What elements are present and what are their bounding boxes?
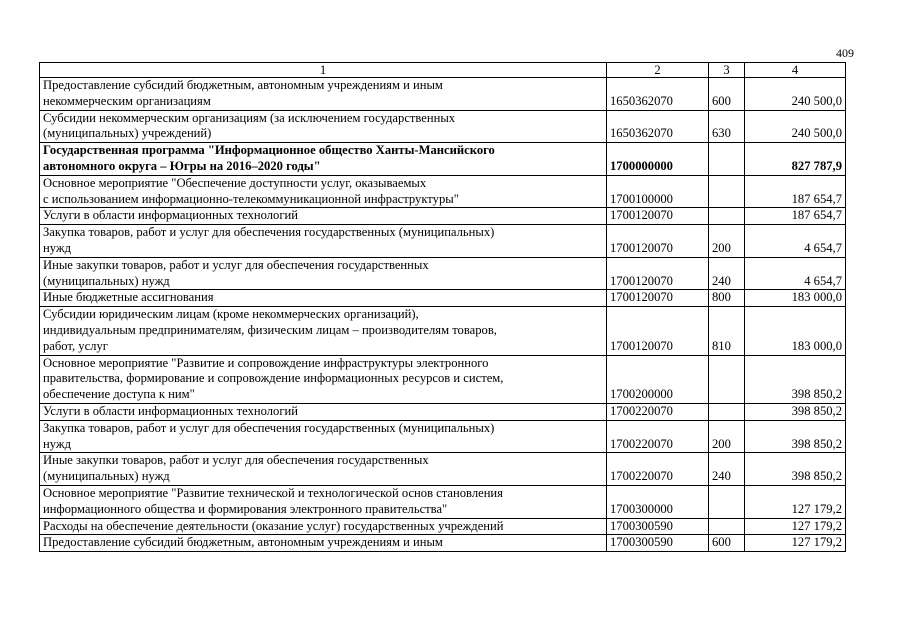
row-code-cell: 1700120070 xyxy=(607,307,709,355)
row-name-line: (муниципальных) учреждений) xyxy=(43,126,212,141)
column-header-2: 2 xyxy=(607,63,709,78)
row-name-line: (муниципальных) нужд xyxy=(43,273,170,288)
page-number: 409 xyxy=(836,46,854,60)
column-header-3: 3 xyxy=(709,63,745,78)
row-type-cell: 240 xyxy=(709,453,745,486)
row-name-line: Закупка товаров, работ и услуг для обеспечения государственных (муниципальных) xyxy=(43,420,495,435)
row-code-cell: 1700000000 xyxy=(607,143,709,176)
table-row xyxy=(40,225,846,258)
row-name-line: Государственная программа "Информационное общество Ханты-Мансийского xyxy=(43,143,495,158)
row-code-cell: 1700300590 xyxy=(607,518,709,535)
row-code-cell: 1700120070 xyxy=(607,257,709,290)
table-row xyxy=(40,518,846,535)
row-name-line: Основное мероприятие "Развитие и сопровождение инфраструктуры электронного xyxy=(43,355,489,370)
table-row xyxy=(40,420,846,453)
row-name-line: Субсидии некоммерческим организациям (за исключением государственных xyxy=(43,110,456,125)
row-name-cell xyxy=(40,453,607,486)
column-header-4: 4 xyxy=(745,63,846,78)
row-type-cell: 200 xyxy=(709,420,745,453)
row-type-cell: 630 xyxy=(709,110,745,143)
row-name-line: Основное мероприятие "Развитие технической и технологической основ становления xyxy=(43,485,503,500)
row-sum-cell: 827 787,9 xyxy=(745,143,846,176)
row-type-cell xyxy=(709,143,745,176)
row-name-line: Иные бюджетные ассигнования xyxy=(43,290,214,305)
table-row xyxy=(40,257,846,290)
row-sum-cell: 183 000,0 xyxy=(745,307,846,355)
column-header-1: 1 xyxy=(40,63,607,78)
row-name-line: Субсидии юридическим лицам (кроме некоммерческих организаций), xyxy=(43,307,419,322)
table-row xyxy=(40,175,846,208)
row-sum-cell: 4 654,7 xyxy=(745,257,846,290)
row-type-cell: 800 xyxy=(709,290,745,307)
row-type-cell xyxy=(709,175,745,208)
table-row xyxy=(40,143,846,176)
budget-table xyxy=(39,62,846,552)
row-name-cell xyxy=(40,208,607,225)
row-name-cell xyxy=(40,403,607,420)
row-name-line: Предоставление субсидий бюджетным, автономным учреждениям и иным xyxy=(43,78,443,92)
row-name-cell xyxy=(40,110,607,143)
table-row xyxy=(40,208,846,225)
row-name-cell xyxy=(40,535,607,552)
row-sum-cell: 4 654,7 xyxy=(745,225,846,258)
row-name-cell xyxy=(40,143,607,176)
table-row xyxy=(40,78,846,111)
row-type-cell xyxy=(709,485,745,518)
table-row xyxy=(40,535,846,552)
row-name-line: нужд xyxy=(43,436,71,451)
table-row xyxy=(40,307,846,355)
table-row xyxy=(40,453,846,486)
row-sum-cell: 127 179,2 xyxy=(745,485,846,518)
row-name-cell xyxy=(40,485,607,518)
table-row xyxy=(40,355,846,403)
row-name-cell xyxy=(40,355,607,403)
row-name-cell xyxy=(40,518,607,535)
row-sum-cell: 187 654,7 xyxy=(745,175,846,208)
row-type-cell xyxy=(709,518,745,535)
row-name-line: Услуги в области информационных технологий xyxy=(43,403,298,418)
row-name-line: Предоставление субсидий бюджетным, автономным учреждениям и иным xyxy=(43,535,443,550)
table-row xyxy=(40,290,846,307)
row-name-cell xyxy=(40,257,607,290)
row-code-cell: 1700220070 xyxy=(607,453,709,486)
row-type-cell xyxy=(709,403,745,420)
row-name-line: Расходы на обеспечение деятельности (оказание услуг) государственных учреждений xyxy=(43,518,504,533)
table-row xyxy=(40,403,846,420)
row-name-cell xyxy=(40,225,607,258)
row-name-cell xyxy=(40,307,607,355)
row-code-cell: 1650362070 xyxy=(607,78,709,111)
row-code-cell: 1700300590 xyxy=(607,535,709,552)
table-row xyxy=(40,110,846,143)
row-name-line: Закупка товаров, работ и услуг для обеспечения государственных (муниципальных) xyxy=(43,225,495,240)
row-type-cell: 600 xyxy=(709,535,745,552)
row-code-cell: 1700200000 xyxy=(607,355,709,403)
row-name-line: нужд xyxy=(43,240,71,255)
row-sum-cell: 187 654,7 xyxy=(745,208,846,225)
row-name-cell xyxy=(40,290,607,307)
row-name-line: (муниципальных) нужд xyxy=(43,469,170,484)
row-type-cell: 600 xyxy=(709,78,745,111)
row-name-line: автономного округа – Югры на 2016–2020 годы" xyxy=(43,158,321,173)
row-name-line: Услуги в области информационных технологий xyxy=(43,208,298,223)
row-name-cell xyxy=(40,175,607,208)
row-name-line: Иные закупки товаров, работ и услуг для обеспечения государственных xyxy=(43,257,429,272)
row-type-cell xyxy=(709,355,745,403)
table-row xyxy=(40,485,846,518)
row-sum-cell: 240 500,0 xyxy=(745,78,846,111)
row-name-line: индивидуальным предпринимателям, физическим лицам – производителям товаров, xyxy=(43,322,497,337)
row-sum-cell: 398 850,2 xyxy=(745,420,846,453)
row-sum-cell: 398 850,2 xyxy=(745,453,846,486)
row-sum-cell: 127 179,2 xyxy=(745,518,846,535)
row-type-cell xyxy=(709,208,745,225)
row-name-line: правительства, формирование и сопровождение информационных ресурсов и систем, xyxy=(43,371,504,386)
row-code-cell: 1700120070 xyxy=(607,290,709,307)
row-type-cell: 240 xyxy=(709,257,745,290)
row-code-cell: 1650362070 xyxy=(607,110,709,143)
row-name-cell xyxy=(40,420,607,453)
row-name-line: с использованием информационно-телекоммуникационной инфраструктуры" xyxy=(43,191,459,206)
row-code-cell: 1700100000 xyxy=(607,175,709,208)
row-code-cell: 1700300000 xyxy=(607,485,709,518)
row-code-cell: 1700120070 xyxy=(607,225,709,258)
row-sum-cell: 183 000,0 xyxy=(745,290,846,307)
row-type-cell: 200 xyxy=(709,225,745,258)
row-name-cell xyxy=(40,78,607,111)
row-code-cell: 1700120070 xyxy=(607,208,709,225)
row-sum-cell: 398 850,2 xyxy=(745,403,846,420)
row-name-line: информационного общества и формирования электронного правительства" xyxy=(43,501,448,516)
row-name-line: некоммерческим организациям xyxy=(43,93,211,108)
table-header-row xyxy=(40,63,846,78)
row-name-line: обеспечение доступа к ним" xyxy=(43,387,195,402)
row-code-cell: 1700220070 xyxy=(607,420,709,453)
row-sum-cell: 240 500,0 xyxy=(745,110,846,143)
row-type-cell: 810 xyxy=(709,307,745,355)
row-code-cell: 1700220070 xyxy=(607,403,709,420)
row-name-line: Иные закупки товаров, работ и услуг для обеспечения государственных xyxy=(43,453,429,468)
row-name-line: Основное мероприятие "Обеспечение доступности услуг, оказываемых xyxy=(43,175,427,190)
row-name-line: работ, услуг xyxy=(43,338,108,353)
row-sum-cell: 398 850,2 xyxy=(745,355,846,403)
row-sum-cell: 127 179,2 xyxy=(745,535,846,552)
